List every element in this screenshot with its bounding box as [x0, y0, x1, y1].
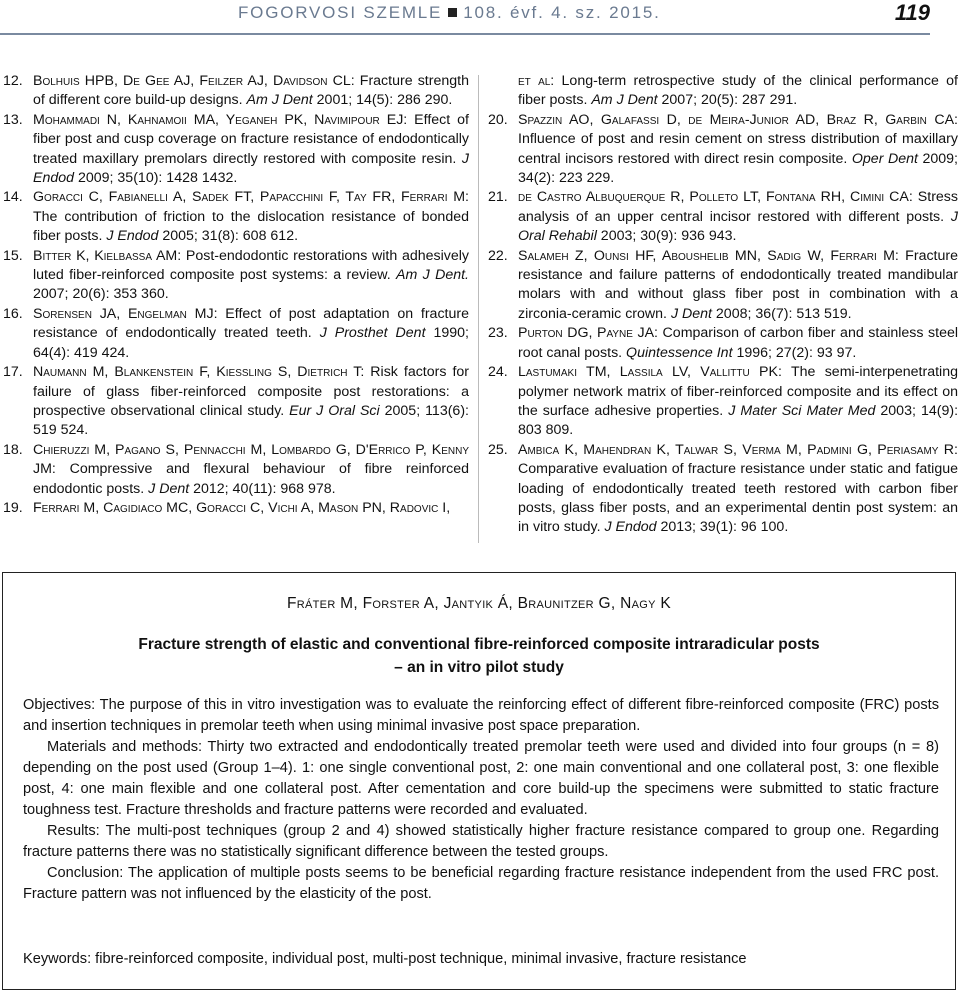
reference-authors: Spazzin AO, Galafassi D, de Meira-Junior AD, Braz R, Garbin CA: [518, 111, 958, 128]
running-head [238, 3, 661, 23]
reference-number: 23. [488, 325, 508, 342]
reference-title: Fracture resistance and failure patterns of endodontically treated mandibular molars with and without glass fiber post in combination with a zirconia-ceramic crown. [518, 247, 958, 322]
reference-text [33, 111, 469, 189]
reference-text [518, 188, 958, 246]
reference-number: 24. [488, 364, 508, 381]
reference-item [488, 441, 958, 538]
reference-item [3, 111, 469, 189]
reference-authors: Goracci C, Fabianelli A, Sadek FT, Papacchini F, Tay FR, Ferrari M: [33, 189, 469, 206]
reference-citation: 1990; 64(4): 419 424. [33, 325, 469, 361]
reference-title: Stress analysis of an upper central incisor restored with different posts. [518, 189, 958, 225]
reference-citation: 2012; 40(11): 968 978. [189, 480, 336, 497]
reference-citation: 1996; 27(2): 93 97. [732, 344, 857, 361]
reference-journal: J Endod [106, 228, 159, 245]
reference-title: The semi-interpenetrating polymer network matrix of fiber-reinforced composite and its effect on the surface adhesive properties. [518, 364, 958, 419]
reference-citation: 2007; 20(5): 287 291. [657, 92, 798, 109]
reference-journal: J Endod [33, 150, 469, 187]
reference-authors: Mohammadi N, Kahnamoii MA, Yeganeh PK, Navimipour EJ: [33, 111, 408, 128]
abstract-body [23, 695, 939, 905]
reference-authors: Naumann M, Blankenstein F, Kiessling S, Dietrich T: [33, 364, 365, 381]
reference-authors: Salameh Z, Ounsi HF, Aboushelib MN, Sadig W, Ferrari M: [518, 247, 899, 264]
reference-number: 21. [488, 189, 508, 206]
reference-text [518, 441, 958, 538]
reference-text [518, 247, 958, 325]
reference-number: 19. [3, 499, 23, 516]
reference-authors: et al: [518, 73, 555, 89]
reference-number: 20. [488, 111, 508, 128]
reference-citation: 2009; 35(10): 1428 1432. [74, 170, 238, 187]
reference-authors: Ferrari M, Cagidiaco MC, Goracci C, Vichi A, Mason PN, Radovic I, [33, 499, 451, 516]
reference-journal: J Mater Sci Mater Med [728, 402, 876, 419]
reference-text [33, 441, 469, 499]
reference-text [33, 72, 469, 111]
reference-authors: Chieruzzi M, Pagano S, Pennacchi M, Lombardo G, D'Errico P, Kenny JM: [33, 441, 469, 478]
reference-authors: Sorensen JA, Engelman MJ: [33, 305, 218, 322]
reference-title: Effect of post adaptation on fracture resistance of endodontically treated teeth. [33, 305, 469, 342]
reference-title: The contribution of friction to the dislocation resistance of bonded fiber posts. [33, 208, 469, 245]
abstract-conclusion: Conclusion: The application of multiple posts seems to be beneficial regarding fracture resistance independent from the used FRC post. Fracture pattern was not influenced by the elasticity of the post. [23, 865, 939, 902]
abstract-results: Results: The multi-post techniques (group 2 and 4) showed statistically higher fracture resistance compared to group one. Regarding fracture patterns there was no statistically significant difference between the tested groups. [23, 823, 939, 860]
abstract-objectives: Objectives: The purpose of this in vitro investigation was to evaluate the reinforcing effect of different fibre-reinforced composite (FRC) posts and insertion techniques in premolar teeth when using minimal invasive post space preparation. [23, 697, 939, 734]
reference-item [3, 72, 469, 111]
reference-citation: 2003; 30(9): 936 943. [596, 228, 737, 245]
reference-text [33, 499, 469, 518]
reference-citation: 2013; 39(1): 96 100. [656, 519, 789, 536]
reference-text [33, 305, 469, 363]
reference-column-right [488, 72, 958, 538]
reference-title: Post-endodontic restorations with adhesively luted fiber-reinforced composite post systems: a review. [33, 247, 469, 284]
reference-title: Long-term retrospective study of the clinical performance of fiber posts. [518, 73, 958, 109]
reference-item [3, 247, 469, 305]
reference-journal: J Oral Rehabil [518, 208, 958, 245]
reference-item [488, 72, 958, 111]
reference-authors: Bolhuis HPB, De Gee AJ, Feilzer AJ, Davidson CL: [33, 73, 355, 89]
reference-number: 16. [3, 305, 23, 322]
reference-number: 22. [488, 247, 508, 264]
abstract-title [63, 633, 895, 679]
reference-title: Effect of fiber post and cusp coverage on fracture resistance of endodontically treated maxillary premolars directly restored with composite resin. [33, 111, 469, 167]
reference-citation: 2005; 31(8): 608 612. [158, 228, 299, 245]
reference-citation: 2009; 34(2): 223 229. [518, 150, 958, 187]
reference-number: 14. [3, 189, 23, 206]
reference-number: 13. [3, 111, 23, 128]
reference-citation: 2007; 20(6): 353 360. [33, 286, 169, 303]
page-header [0, 0, 960, 36]
reference-journal: Am J Dent. [396, 267, 469, 284]
reference-item [488, 247, 958, 325]
abstract-title-line: – an in vitro pilot study [394, 659, 564, 676]
reference-number: 25. [488, 441, 508, 458]
reference-journal: Am J Dent [591, 92, 658, 109]
reference-authors: Lastumaki TM, Lassila LV, Vallittu PK: [518, 364, 782, 381]
reference-journal: Eur J Oral Sci [289, 402, 380, 419]
reference-title: Fracture strength of different core build-up designs. [33, 73, 469, 109]
reference-journal: J Dent [148, 480, 190, 497]
reference-authors: de Castro Albuquerque R, Polleto LT, Fontana RH, Cimini CA: [518, 189, 913, 206]
header-rule [0, 33, 930, 35]
reference-number: 18. [3, 441, 23, 458]
reference-authors: Ambica K, Mahendran K, Talwar S, Verma M, Padmini G, Periasamy R: [518, 441, 958, 458]
reference-text [518, 72, 958, 111]
reference-title: Influence of post and resin cement on stress distribution of maxillary central incisors restored with direct resin composite. [518, 131, 958, 167]
journal-name: FOGORVOSI SZEMLE [238, 3, 443, 22]
issue-info: 108. évf. 4. sz. 2015. [463, 3, 661, 22]
reference-number: 17. [3, 364, 23, 381]
reference-citation: 2001; 14(5): 286 290. [312, 92, 453, 109]
reference-column-left [3, 72, 469, 518]
abstract-title-line: Fracture strength of elastic and conventional fibre-reinforced composite intraradicular posts [138, 636, 820, 653]
reference-number: 15. [3, 247, 23, 264]
reference-item [488, 363, 958, 441]
reference-citation: 2008; 36(7): 513 519. [711, 305, 852, 322]
reference-authors: Purton DG, Payne JA: [518, 325, 658, 342]
reference-item [3, 363, 469, 441]
abstract-methods: Materials and methods: Thirty two extracted and endodontically treated premolar teeth were used and divided into four groups (n = 8) depending on the post used (Group 1–4). 1: one single conventional post, 2: one main conventional and one collateral post, 3: one flexible post, 4: one main flexible and one collateral post. After cementation and core build-up the specimens were submitted to static fracture toughness test. Fracture thresholds and fracture patterns were recorded and evaluated. [23, 739, 939, 818]
reference-text [33, 363, 469, 441]
column-divider [478, 75, 479, 543]
reference-text [518, 363, 958, 441]
reference-text [33, 247, 469, 305]
reference-title: Risk factors for failure of glass fiber-reinforced composite post restorations: a prospective observational clinical study. [33, 364, 469, 419]
reference-text [33, 188, 469, 246]
reference-item [488, 188, 958, 246]
reference-journal: Quintessence Int [626, 344, 733, 361]
abstract-keywords: Keywords: fibre-reinforced composite, individual post, multi-post technique, minimal invasive, fracture resistance [23, 951, 747, 967]
reference-text [518, 111, 958, 189]
page-number: 119 [894, 0, 930, 25]
reference-item [3, 441, 469, 499]
reference-title: Comparative evaluation of fracture resistance under static and fatigue loading of endodontically treated teeth restored with carbon fiber posts, glass fiber posts, and an experimental dentin post system: an in vitro study. [518, 461, 958, 536]
reference-item [3, 305, 469, 363]
reference-journal: Oper Dent [851, 150, 918, 167]
abstract-authors: Fráter M, Forster A, Jantyik Á, Braunitzer G, Nagy K [287, 595, 671, 612]
reference-item [488, 324, 958, 363]
reference-title: Compressive and flexural behaviour of fibre reinforced endodontic posts. [33, 461, 469, 497]
reference-number: 12. [3, 73, 23, 89]
reference-journal: J Prosthet Dent [319, 325, 426, 342]
reference-item [3, 499, 469, 518]
reference-journal: J Dent [670, 305, 712, 322]
reference-citation: 2005; 113(6): 519 524. [33, 402, 469, 439]
reference-journal: J Endod [604, 519, 657, 536]
square-bullet-icon [448, 8, 457, 17]
reference-text [518, 324, 958, 363]
reference-authors: Bitter K, Kielbassa AM: [33, 247, 182, 264]
english-abstract-box [2, 572, 956, 990]
reference-journal: Am J Dent [246, 92, 313, 109]
reference-title: Comparison of carbon fiber and stainless steel root canal posts. [518, 325, 959, 361]
reference-item [3, 188, 469, 246]
reference-citation: 2003; 14(9): 803 809. [518, 402, 959, 439]
reference-item [488, 111, 958, 189]
